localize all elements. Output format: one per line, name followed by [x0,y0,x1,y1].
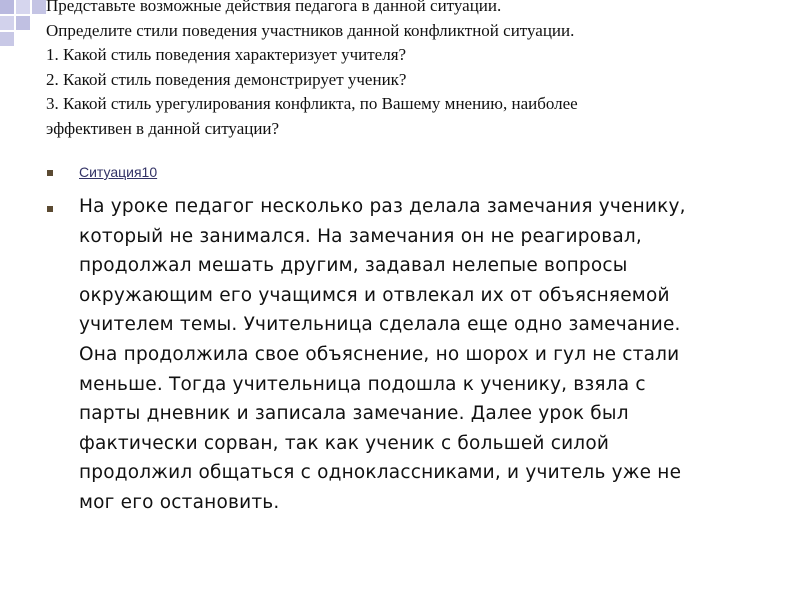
square-bullet-icon [47,170,53,176]
story-line: парты дневник и записала замечание. Далее урок был [79,403,629,425]
story-line: Она продолжила свое объяснение, но шорох и гул не стали [79,343,680,365]
intro-line: 1. Какой стиль поведения характеризует учителя? [46,45,407,64]
story-line: мог его остановить. [79,491,280,513]
bullet-list [46,158,766,518]
intro-line: эффективен в данной ситуации? [46,118,280,138]
task-instructions [46,0,776,141]
story-line: продолжал мешать другим, задавал нелепые вопросы [79,255,628,277]
list-item [46,192,766,518]
situation-description [79,192,766,518]
intro-line: 2. Какой стиль поведения демонстрирует ученик? [46,69,407,89]
story-line: На уроке педагог несколько раз делала замечания ученику, [79,196,686,217]
intro-line: Представьте возможные действия педагога в данной ситуации. [46,0,502,15]
story-line: продолжил общаться с одноклассниками, и учитель уже не [79,462,682,484]
story-line: фактически сорван, так как ученик с большей силой [79,432,610,454]
intro-line: Определите стили поведения участников данной конфликтной ситуации. [46,20,575,40]
square-bullet-icon [47,206,53,212]
decorative-squares [0,0,48,46]
situation-link[interactable]: Ситуация10 [79,164,158,180]
story-line: меньше. Тогда учительница подошла к ученику, взяла с [79,373,646,395]
story-line: который не занимался. На замечания он не реагировал, [79,225,642,247]
story-line: окружающим его учащимся и отвлекал их от объясняемой [79,284,670,306]
list-item [46,158,766,186]
intro-line: 3. Какой стиль урегулирования конфликта, по Вашему мнению, наиболее [46,94,578,113]
story-line: учителем темы. Учительница сделала еще одно замечание. [79,314,681,336]
